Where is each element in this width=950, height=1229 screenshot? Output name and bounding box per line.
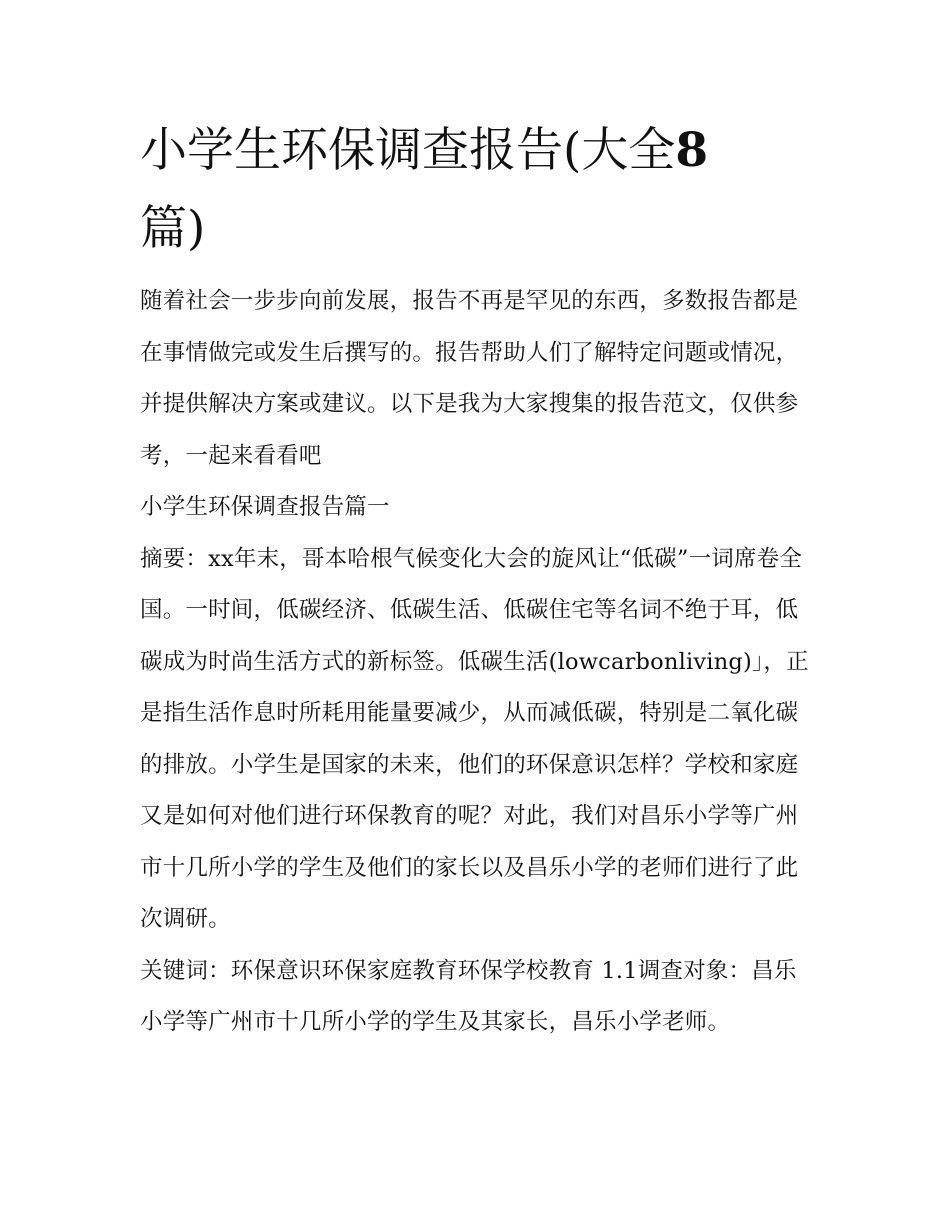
title-end: 篇) — [140, 201, 206, 256]
keywords-paragraph: 关键词：环保意识环保家庭教育环保学校教育 1.1调查对象：昌乐小学等广州市十几所小学的学生及其家长，昌乐小学老师。 — [140, 957, 797, 1035]
title-number: 8 — [675, 123, 709, 178]
title-main: 小学生环保调查报告(大全 — [140, 123, 676, 178]
document-title — [140, 112, 812, 268]
section-heading: 小学生环保调查报告篇一 — [140, 494, 390, 520]
document-page — [140, 112, 812, 1049]
abstract-paragraph: 摘要：xx年末，哥本哈根气候变化大会的旋风让“低碳”一词席卷全国。一时间，低碳经济、低碳生活、低碳住宅等名词不绝于耳，低碳成为时尚生活方式的新标签。低碳生活(lowcarbonliving)」，正是指生活作息时所耗用能量要减少，从而减低碳，特别是二氧化碳的排放。小学生是国家的未来，他们的环保意识怎样？学校和家庭又是如何对他们进行环保教育的呢？对此，我们对昌乐小学等广州市十几所小学的学生及他们的家长以及昌乐小学的老师们进行了此次调研。 — [140, 545, 809, 932]
intro-paragraph: 随着社会一步步向前发展，报告不再是罕见的东西，多数报告都是在事情做完或发生后撰写的。报告帮助人们了解特定问题或情况，并提供解决方案或建议。以下是我为大家搜集的报告范文，仅供参考，一起来看看吧 — [140, 288, 799, 469]
